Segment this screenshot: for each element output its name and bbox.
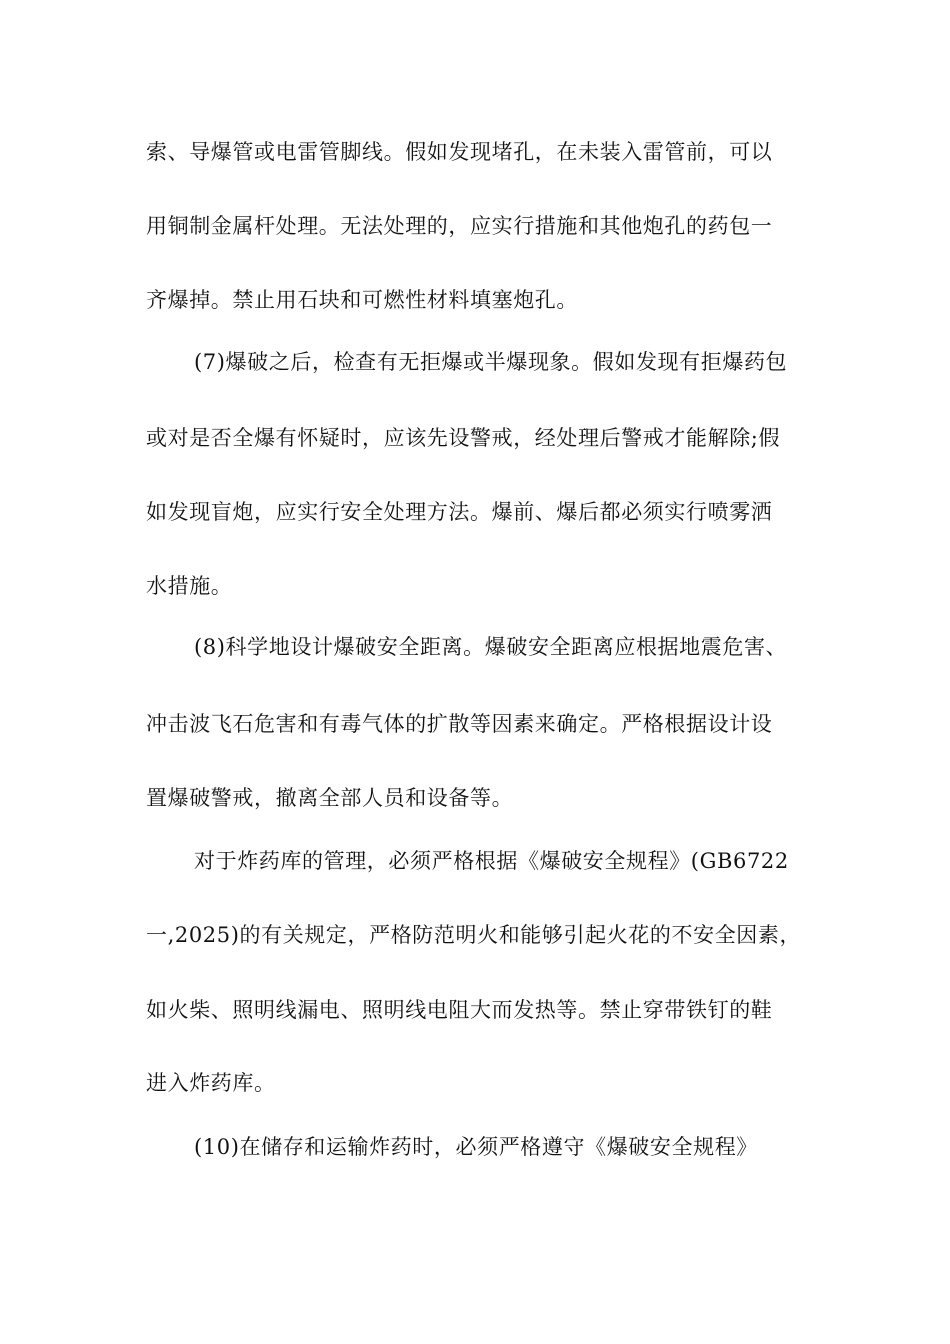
text-line: 或对是否全爆有怀疑时，应该先设警戒，经处理后警戒才能解除;假: [146, 426, 781, 450]
text-line: 进入炸药库。: [146, 1071, 276, 1095]
paragraph-line: 对于炸药库的管理，必须严格根据《爆破安全规程》(GB6722: [194, 849, 789, 873]
paragraph-line: (8)科学地设计爆破安全距离。爆破安全距离应根据地震危害、: [194, 635, 788, 659]
paragraph-line: (7)爆破之后，检查有无拒爆或半爆现象。假如发现有拒爆药包: [194, 350, 788, 374]
text-line: 如火柴、照明线漏电、照明线电阻大而发热等。禁止穿带铁钉的鞋: [146, 998, 773, 1022]
text-line: 索、导爆管或电雷管脚线。假如发现堵孔，在未装入雷管前，可以: [146, 140, 773, 164]
text-line: 用铜制金属杆处理。无法处理的，应实行措施和其他炮孔的药包一: [146, 214, 773, 238]
text-line: 一,2025)的有关规定，严格防范明火和能够引起火花的不安全因素，: [146, 923, 802, 947]
text-line: 置爆破警戒，撤离全部人员和设备等。: [146, 786, 514, 810]
text-line: 水措施。: [146, 574, 233, 598]
paragraph-line: (10)在储存和运输炸药时，必须严格遵守《爆破安全规程》: [194, 1135, 758, 1159]
text-line: 齐爆掉。禁止用石块和可燃性材料填塞炮孔。: [146, 288, 578, 312]
text-line: 冲击波飞石危害和有毒气体的扩散等因素来确定。严格根据设计设: [146, 712, 773, 736]
text-line: 如发现盲炮，应实行安全处理方法。爆前、爆后都必须实行喷雾洒: [146, 500, 773, 524]
